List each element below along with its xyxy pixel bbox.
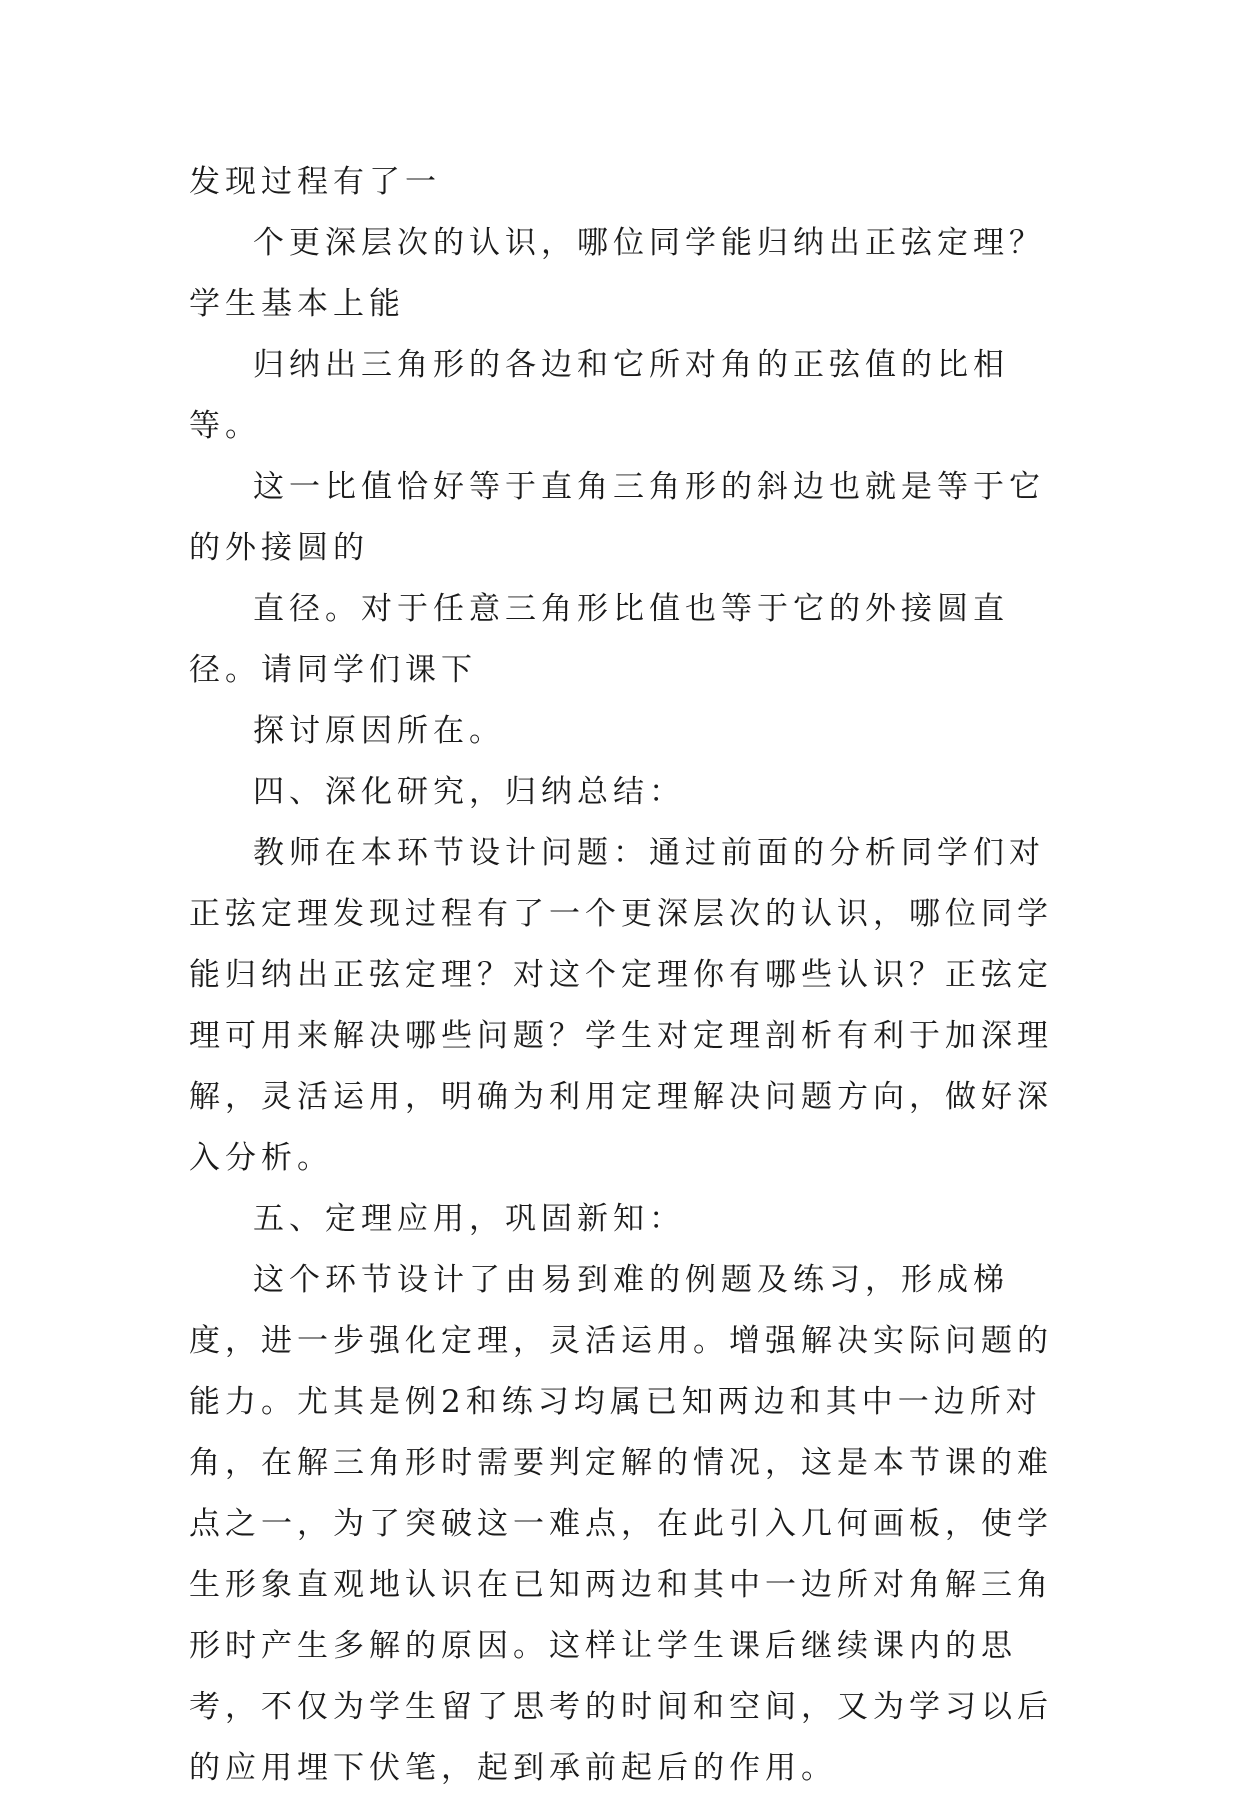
section-heading-5: 五、定理应用，巩固新知： [253, 1201, 685, 1237]
paragraph-1: 发现过程有了一 [189, 164, 441, 200]
section-heading-4: 四、深化研究，归纳总结： [253, 774, 685, 810]
paragraph-2: 个更深层次的认识，哪位同学能归纳出正弦定理？学生基本上能 [189, 225, 1045, 322]
paragraph-7: 教师在本环节设计问题：通过前面的分析同学们对正弦定理发现过程有了一个更深层次的认识，哪位同学能归纳出正弦定理？对这个定理你有哪些认识？正弦定理可用来解决哪些问题？学生对定理剖析有利于加深理解，灵活运用，明确为利用定理解决问题方向，做好深入分析。 [189, 835, 1053, 1176]
document-body [189, 152, 1079, 1799]
paragraph-8: 这个环节设计了由易到难的例题及练习，形成梯度，进一步强化定理，灵活运用。增强解决实际问题的能力。尤其是例2和练习均属已知两边和其中一边所对角，在解三角形时需要判定解的情况，这是本节课的难点之一，为了突破这一难点，在此引入几何画板，使学生形象直观地认识在已知两边和其中一边所对角解三角形时产生多解的原因。这样让学生课后继续课内的思考，不仅为学生留了思考的时间和空间，又为学习以后的应用埋下伏笔，起到承前起后的作用。 [189, 1262, 1053, 1786]
paragraph-6: 探讨原因所在。 [253, 713, 505, 749]
paragraph-3: 归纳出三角形的各边和它所对角的正弦值的比相等。 [189, 347, 1009, 444]
paragraph-4: 这一比值恰好等于直角三角形的斜边也就是等于它的外接圆的 [189, 469, 1045, 566]
paragraph-5: 直径。对于任意三角形比值也等于它的外接圆直径。请同学们课下 [189, 591, 1009, 688]
